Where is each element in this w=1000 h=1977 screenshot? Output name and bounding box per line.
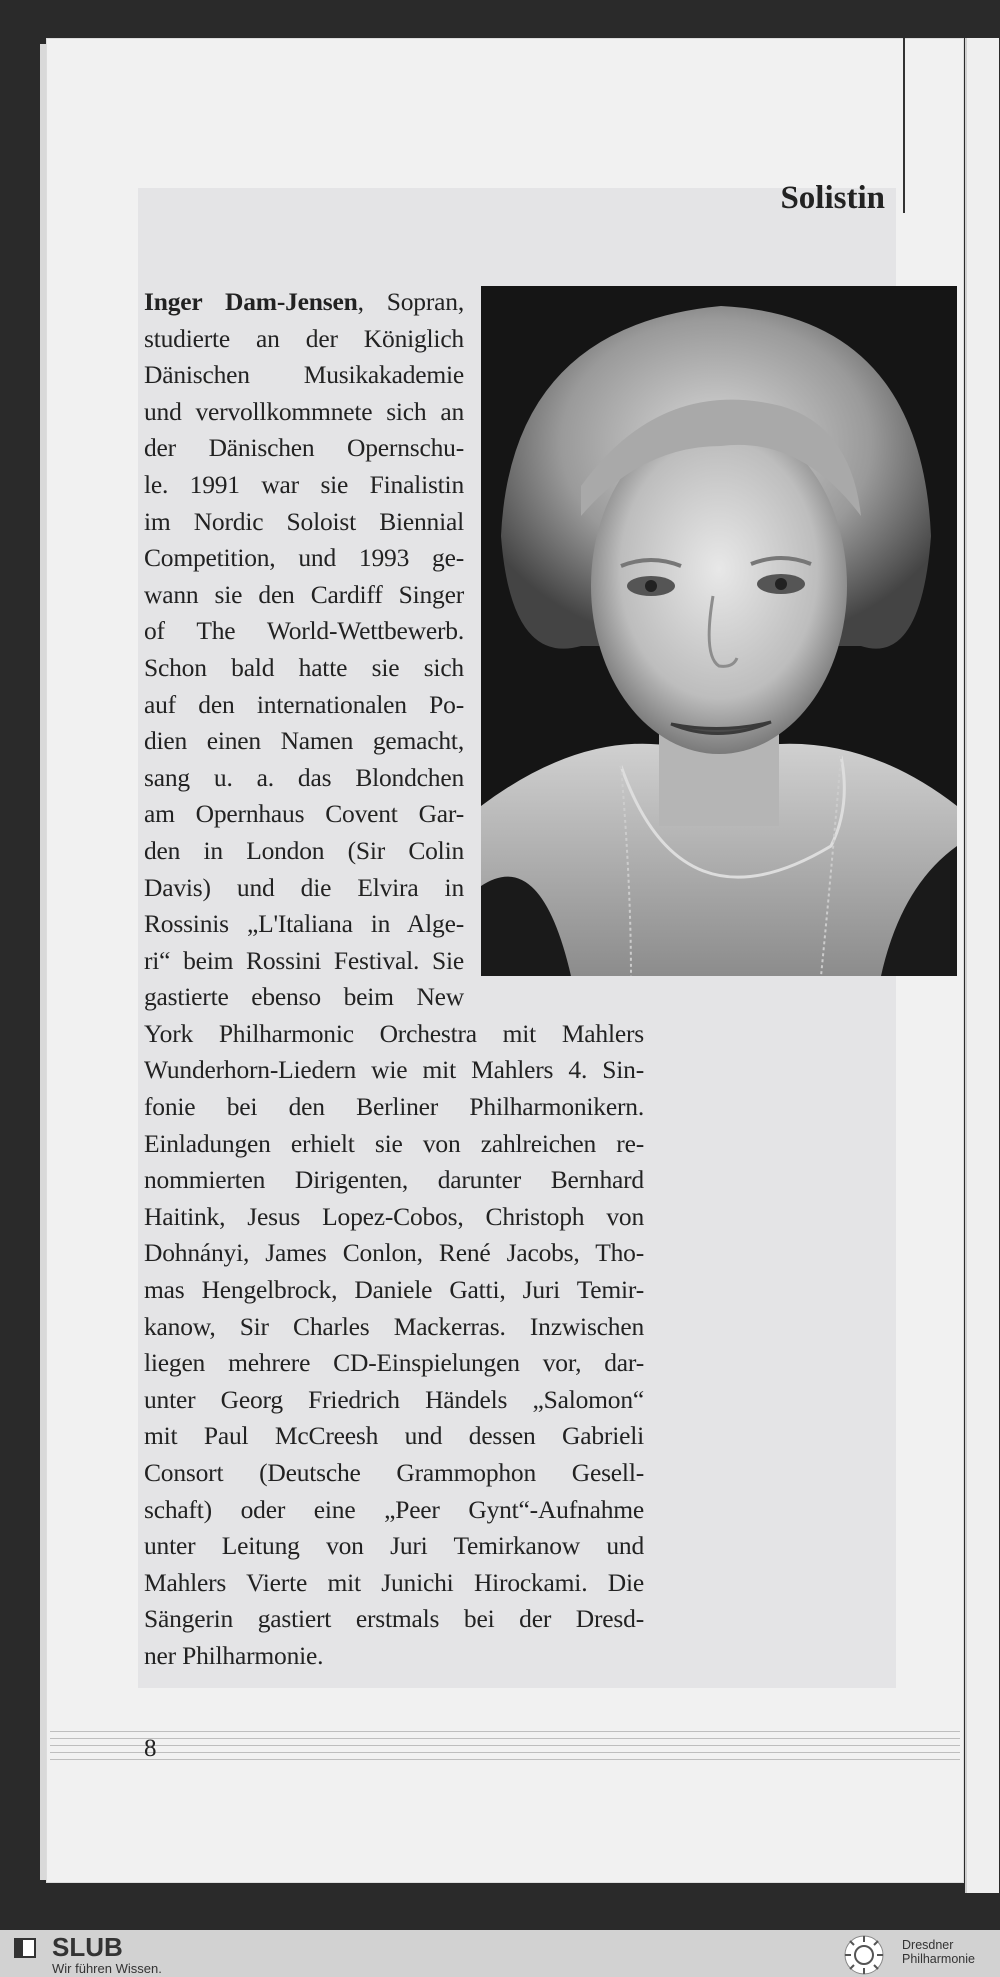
page-number: 8 — [144, 1735, 157, 1762]
slub-tagline: Wir führen Wissen. — [52, 1961, 162, 1976]
bio-line: Competition, und 1993 ge- — [144, 543, 464, 573]
bio-line: am Opernhaus Covent Gar- — [144, 799, 464, 829]
soloist-name: Inger Dam-Jensen — [144, 287, 358, 316]
bio-line: Haitink, Jesus Lopez-Cobos, Christoph von — [144, 1201, 644, 1231]
bio-line: studierte an der Königlich — [144, 323, 464, 353]
staff-lines-decoration — [50, 1731, 960, 1767]
bio-line: mit Paul McCreesh und dessen Gabrieli — [144, 1421, 644, 1451]
bio-line: ner Philharmonie. — [144, 1640, 324, 1670]
bio-line: Dohnányi, James Conlon, René Jacobs, Tho- — [144, 1238, 644, 1268]
bio-line: im Nordic Soloist Biennial — [144, 506, 464, 536]
bio-line: dien einen Namen gemacht, — [144, 726, 464, 756]
biography-text — [144, 284, 644, 1675]
bio-line: Davis) und die Elvira in — [144, 872, 464, 902]
slub-logo-icon — [14, 1936, 38, 1960]
bio-line: schaft) oder eine „Peer Gynt“-Aufnahme — [144, 1494, 644, 1524]
bio-line: Wunderhorn-Liedern wie mit Mahlers 4. Sin- — [144, 1055, 644, 1085]
dresdner-philharmonie-logo-icon — [842, 1933, 886, 1977]
bio-line: unter Georg Friedrich Händels „Salomon“ — [144, 1384, 644, 1414]
slub-name: SLUB — [52, 1932, 123, 1962]
next-page-edge — [965, 38, 999, 1893]
bio-line: York Philharmonic Orchestra mit Mahlers — [144, 1018, 644, 1048]
partner-name — [902, 1938, 998, 1966]
bio-line: Consort (Deutsche Grammophon Gesell- — [144, 1458, 644, 1487]
bio-line: Dänischen Musikakademie — [144, 360, 464, 390]
bio-line: gastierte ebenso beim New — [144, 982, 464, 1012]
bio-line: den in London (Sir Colin — [144, 835, 464, 865]
bio-line: und vervollkommnete sich an — [144, 396, 464, 426]
bio-line: of The World-Wettbewerb. — [144, 616, 464, 646]
bio-line — [144, 284, 464, 321]
bio-line: fonie bei den Berliner Philharmonikern. — [144, 1092, 644, 1122]
footer-bar — [0, 1930, 1000, 1977]
vertical-rule — [903, 38, 905, 213]
bio-line-rest: , Sopran, — [357, 287, 464, 316]
bio-line: Einladungen erhielt sie von zahlreichen re- — [144, 1128, 644, 1158]
bio-line: auf den internationalen Po- — [144, 689, 464, 719]
bio-line: sang u. a. das Blondchen — [144, 762, 464, 792]
bio-line: unter Leitung von Juri Temirkanow und — [144, 1531, 644, 1561]
bio-line: ri“ beim Rossini Festival. Sie — [144, 945, 464, 975]
bio-line: Rossinis „L'Italiana in Alge- — [144, 909, 464, 939]
bio-line: Mahlers Vierte mit Junichi Hirockami. Die — [144, 1567, 644, 1597]
bio-line: wann sie den Cardiff Singer — [144, 579, 464, 609]
bio-line: nommierten Dirigenten, darunter Bernhard — [144, 1165, 644, 1195]
section-heading: Solistin — [780, 180, 885, 216]
bio-line: Sängerin gastiert erstmals bei der Dresd- — [144, 1604, 644, 1634]
bio-line: le. 1991 war sie Finalistin — [144, 469, 464, 499]
partner-name-line2: Philharmonie — [902, 1952, 975, 1966]
bio-line: liegen mehrere CD-Einspielungen vor, dar- — [144, 1348, 644, 1378]
bio-line: Schon bald hatte sie sich — [144, 652, 464, 682]
bio-line: der Dänischen Opernschu- — [144, 433, 464, 463]
partner-name-line1: Dresdner — [902, 1938, 954, 1952]
bio-line: kanow, Sir Charles Mackerras. Inzwischen — [144, 1311, 644, 1341]
bio-line: mas Hengelbrock, Daniele Gatti, Juri Temir- — [144, 1275, 644, 1305]
